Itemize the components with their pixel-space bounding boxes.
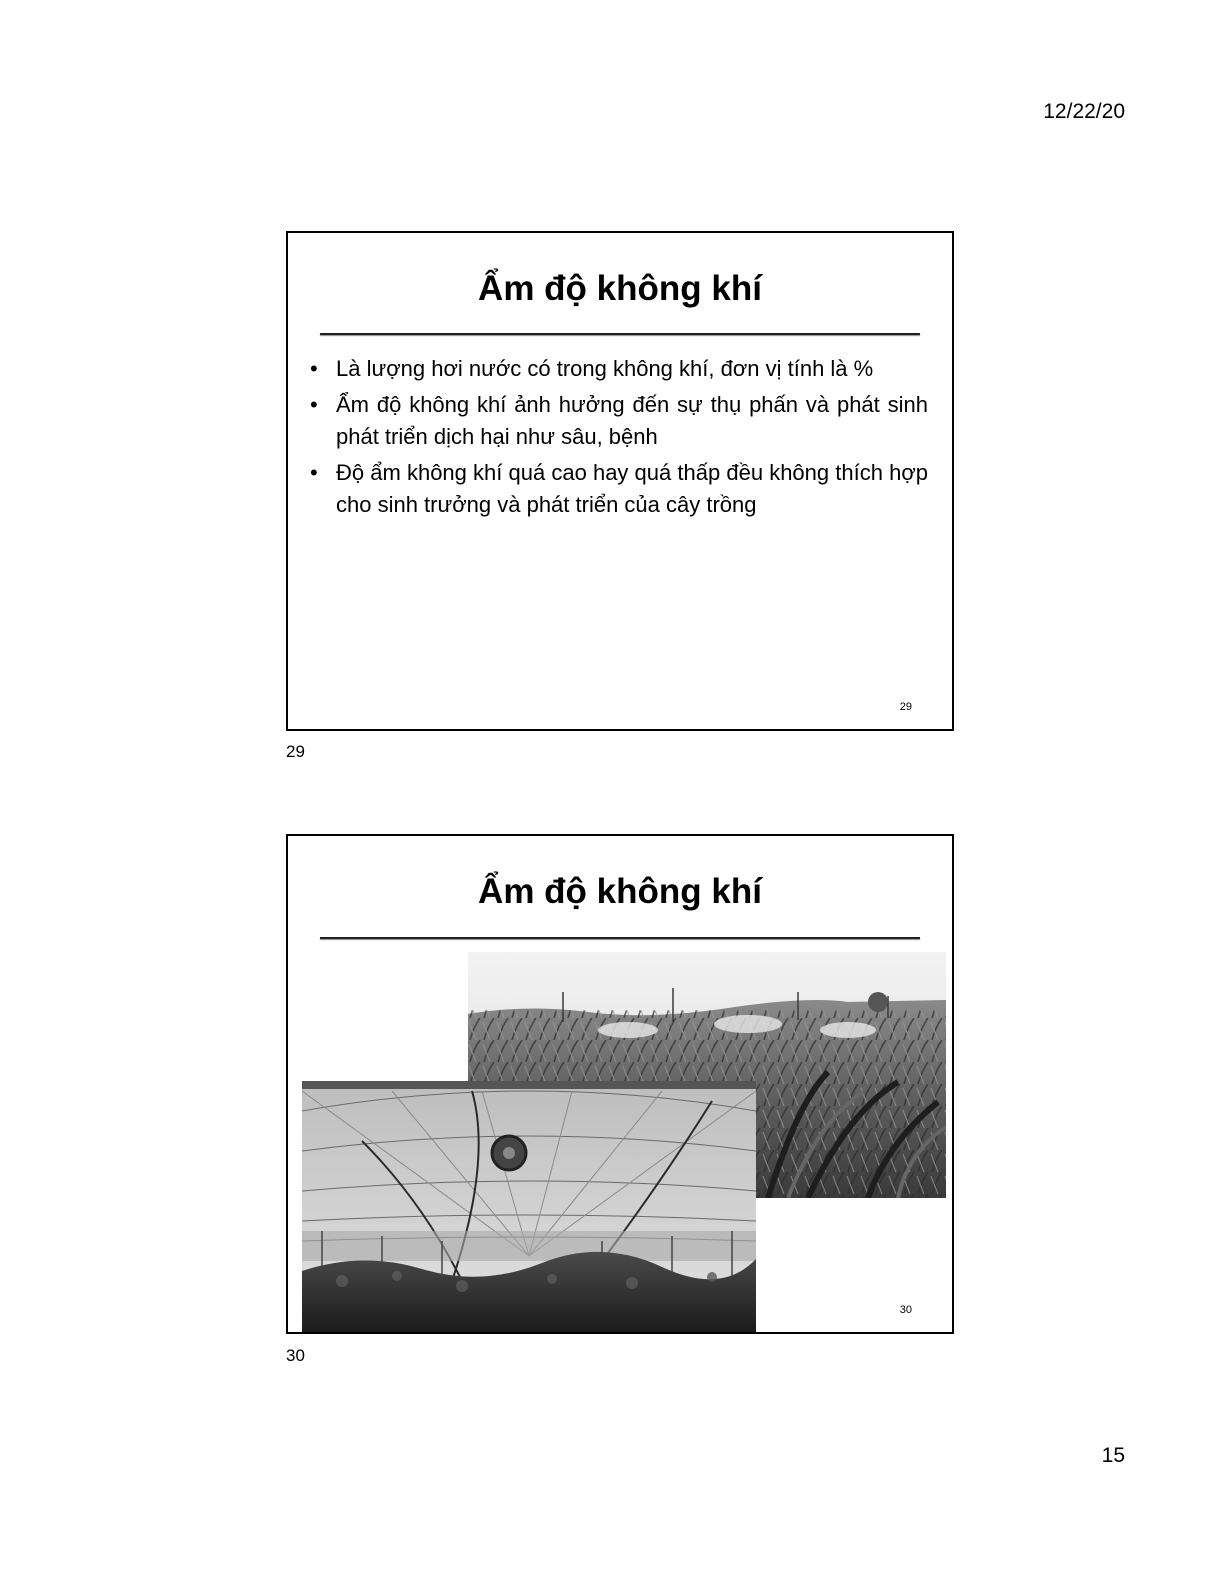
bullet-list [308, 353, 928, 525]
slide-label-number: 29 [286, 742, 305, 761]
title-divider [320, 333, 920, 335]
page-number: 15 [1101, 1444, 1125, 1467]
slide-number: 29 [899, 701, 912, 713]
slide-label-number: 30 [286, 1346, 305, 1365]
page-date: 12/22/20 [1043, 100, 1125, 123]
bullet-item: • Độ ẩm không khí quá cao hay quá thấp đều không thích hợp cho sinh trưởng và phát triển của cây trồng [308, 457, 928, 521]
slide-title: Ẩm độ không khí [478, 872, 762, 911]
title-divider [320, 937, 920, 939]
greenhouse-photo [302, 1081, 756, 1334]
slide-number: 30 [899, 1304, 912, 1316]
slide-title: Ẩm độ không khí [478, 269, 762, 308]
slide-30 [286, 834, 954, 1334]
bullet-item: • Là lượng hơi nước có trong không khí, đơn vị tính là % [308, 353, 928, 385]
slide-29 [286, 231, 954, 731]
bullet-item: • Ẩm độ không khí ảnh hưởng đến sự thụ phấn và phát sinh phát triển dịch hại như sâu, bệnh [308, 389, 928, 453]
